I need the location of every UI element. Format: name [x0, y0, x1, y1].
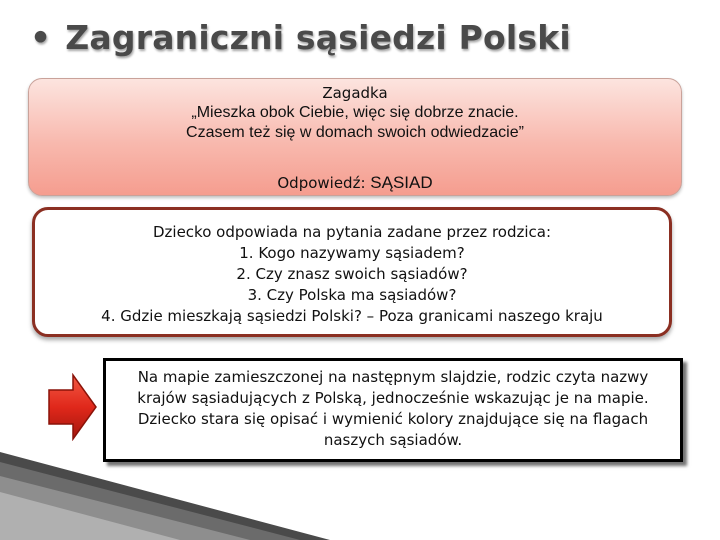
question-item: 3. Czy Polska ma sąsiadów?	[247, 286, 457, 304]
instruction-box	[103, 358, 683, 462]
questions-box	[32, 207, 672, 337]
riddle-box	[28, 78, 682, 196]
instruction-text: Na mapie zamieszczonej na następnym slajdzie, rodzic czyta nazwy krajów sąsiadujących z Polską, jednocześnie wskazując je na mapie. Dziecko stara się opisać i wymienić kolory znajdujące się na flagach naszych sąsiadów.	[137, 368, 649, 449]
title-text: Zagraniczni sąsiedzi Polski	[65, 18, 571, 57]
answer-label: Odpowiedź:	[277, 174, 366, 192]
riddle-line-2: Czasem też się w domach swoich odwiedzacie”	[186, 124, 524, 141]
questions-intro: Dziecko odpowiada na pytania zadane przez rodzica:	[152, 223, 552, 241]
question-item: 1. Kogo nazywamy sąsiadem?	[239, 244, 465, 262]
riddle-line-1: „Mieszka obok Ciebie, więc się dobrze znacie.	[191, 104, 519, 121]
riddle-heading: Zagadka	[322, 84, 388, 102]
question-item: 4. Gdzie mieszkają sąsiedzi Polski? – Poza granicami naszego kraju	[101, 307, 603, 325]
answer-value: SĄSIAD	[370, 173, 433, 192]
right-arrow-icon	[48, 373, 98, 441]
slide-title	[30, 18, 571, 57]
questions-list	[35, 243, 669, 327]
riddle-answer	[29, 172, 681, 194]
title-bullet: •	[30, 18, 52, 57]
corner-decoration	[0, 452, 330, 540]
question-item: 2. Czy znasz swoich sąsiadów?	[236, 265, 468, 283]
